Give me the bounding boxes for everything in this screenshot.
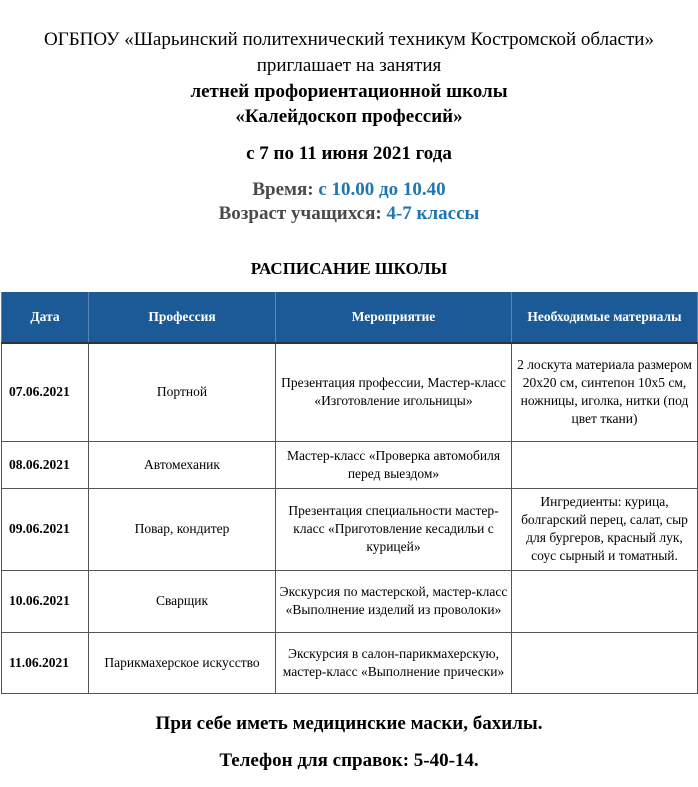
school-type: летней профориентационной школы [190, 81, 508, 102]
cell-profession: Автомеханик [89, 441, 276, 488]
cell-event: Мастер-класс «Проверка автомобиля перед выездом» [276, 441, 512, 488]
table-row [2, 632, 698, 693]
cell-date: 10.06.2021 [2, 570, 89, 632]
column-header-profession: Профессия [89, 292, 276, 343]
column-header-date: Дата [2, 292, 89, 343]
cell-event: Презентация профессии, Мастер-класс «Изготовление игольницы» [276, 343, 512, 441]
cell-date: 09.06.2021 [2, 488, 89, 570]
time-label: Время: [252, 179, 314, 200]
school-dates: с 7 по 11 июня 2021 года [246, 143, 452, 164]
cell-event: Экскурсия по мастерской, мастер-класс «Выполнение изделий из проволоки» [276, 570, 512, 632]
age-line [0, 203, 698, 225]
cell-profession: Повар, кондитер [89, 488, 276, 570]
table-row [2, 570, 698, 632]
masks-note: При себе иметь медицинские маски, бахилы. [155, 713, 543, 734]
cell-materials [512, 441, 698, 488]
schedule-table [1, 292, 698, 694]
cell-materials [512, 632, 698, 693]
cell-materials: Ингредиенты: курица, болгарский перец, салат, сыр для бургеров, красный лук, соус сырный и томатный. [512, 488, 698, 570]
cell-date: 07.06.2021 [2, 343, 89, 441]
cell-event: Презентация специальности мастер-класс «Приготовление кесадильи с курицей» [276, 488, 512, 570]
invite-text: приглашает на занятия [256, 55, 442, 76]
cell-profession: Сварщик [89, 570, 276, 632]
organization-name: ОГБПОУ «Шарьинский политехнический техникум Костромской области» [44, 29, 654, 50]
age-label: Возраст учащихся: [218, 203, 382, 224]
cell-profession: Портной [89, 343, 276, 441]
cell-date: 11.06.2021 [2, 632, 89, 693]
table-header-row [2, 292, 698, 343]
cell-materials: 2 лоскута материала размером 20х20 см, синтепон 10х5 см, ножницы, иголка, нитки (под цвет ткани) [512, 343, 698, 441]
phone-note: Телефон для справок: 5-40-14. [219, 750, 479, 771]
table-row [2, 441, 698, 488]
time-value: с 10.00 до 10.40 [318, 179, 446, 200]
school-name: «Калейдоскоп профессий» [235, 106, 463, 127]
cell-materials [512, 570, 698, 632]
table-row [2, 488, 698, 570]
cell-date: 08.06.2021 [2, 441, 89, 488]
age-value: 4-7 классы [386, 203, 480, 224]
cell-event: Экскурсия в салон-парикмахерскую, мастер-класс «Выполнение прически» [276, 632, 512, 693]
table-row [2, 343, 698, 441]
schedule-title: РАСПИСАНИЕ ШКОЛЫ [250, 259, 448, 278]
cell-profession: Парикмахерское искусство [89, 632, 276, 693]
column-header-event: Мероприятие [276, 292, 512, 343]
column-header-materials: Необходимые материалы [512, 292, 698, 343]
time-line [0, 179, 698, 201]
